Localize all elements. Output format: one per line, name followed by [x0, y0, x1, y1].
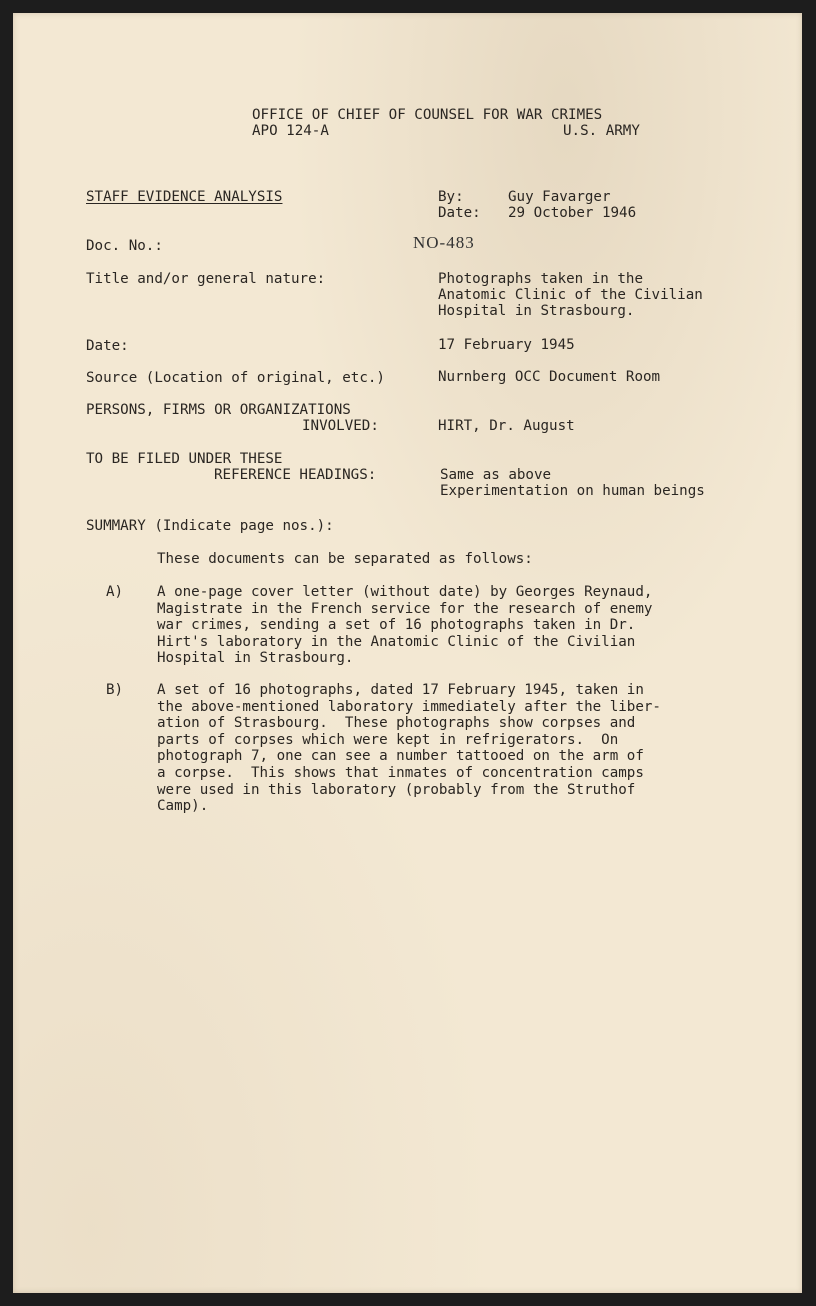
- filed-value-1: Same as above: [440, 467, 552, 483]
- item-a-line: Magistrate in the French service for the research of enemy: [157, 600, 653, 617]
- item-b-text: [157, 682, 661, 815]
- by-label: By:: [438, 189, 464, 205]
- item-a-line: Hirt's laboratory in the Anatomic Clinic of the Civilian: [157, 633, 636, 650]
- doc-no-value: NO-483: [413, 233, 475, 252]
- source-label: Source (Location of original, etc.): [86, 370, 385, 386]
- item-b-line: Camp).: [157, 798, 209, 815]
- summary-intro: These documents can be separated as follows:: [157, 551, 533, 567]
- title-line-2: Anatomic Clinic of the Civilian: [438, 287, 703, 303]
- persons-label-2: INVOLVED:: [302, 418, 379, 434]
- army-label: U.S. ARMY: [563, 123, 640, 139]
- persons-label-1: PERSONS, FIRMS OR ORGANIZATIONS: [86, 402, 351, 418]
- filed-value-2: Experimentation on human beings: [440, 483, 705, 499]
- source-value: Nurnberg OCC Document Room: [438, 369, 661, 385]
- apo-number: APO 124-A: [252, 123, 329, 139]
- item-b-marker: B): [106, 682, 124, 698]
- title-label: Title and/or general nature:: [86, 271, 326, 287]
- office-title: OFFICE OF CHIEF OF COUNSEL FOR WAR CRIMES: [252, 107, 603, 123]
- item-b-line: were used in this laboratory (probably from the Struthof: [157, 781, 636, 798]
- item-b-line: photograph 7, one can see a number tattooed on the arm of: [157, 748, 644, 765]
- item-a-marker: A): [106, 584, 124, 600]
- analysis-date-value: 29 October 1946: [508, 205, 637, 221]
- item-b-line: parts of corpses which were kept in refrigerators. On: [157, 731, 619, 748]
- by-value: Guy Favarger: [508, 189, 611, 205]
- item-a-line: A one-page cover letter (without date) by Georges Reynaud,: [157, 584, 653, 600]
- item-a-line: war crimes, sending a set of 16 photographs taken in Dr.: [157, 617, 636, 634]
- item-b-line: ation of Strasbourg. These photographs show corpses and: [157, 715, 636, 732]
- analysis-date-label: Date:: [438, 205, 481, 221]
- analysis-heading: STAFF EVIDENCE ANALYSIS: [86, 189, 283, 205]
- item-a-line: Hospital in Strasbourg.: [157, 650, 354, 667]
- date-label: Date:: [86, 338, 129, 354]
- title-line-1: Photographs taken in the: [438, 271, 643, 287]
- item-a-text: [157, 584, 652, 667]
- summary-label: SUMMARY (Indicate page nos.):: [86, 518, 334, 534]
- filed-label-1: TO BE FILED UNDER THESE: [86, 451, 283, 467]
- filed-label-2: REFERENCE HEADINGS:: [214, 467, 377, 483]
- persons-value: HIRT, Dr. August: [438, 418, 575, 434]
- item-b-line: a corpse. This shows that inmates of concentration camps: [157, 764, 644, 781]
- title-line-3: Hospital in Strasbourg.: [438, 303, 635, 319]
- item-b-line: A set of 16 photographs, dated 17 February 1945, taken in: [157, 682, 644, 698]
- doc-no-label: Doc. No.:: [86, 238, 163, 254]
- item-b-line: the above-mentioned laboratory immediately after the liber-: [157, 698, 661, 715]
- date-value: 17 February 1945: [438, 337, 575, 353]
